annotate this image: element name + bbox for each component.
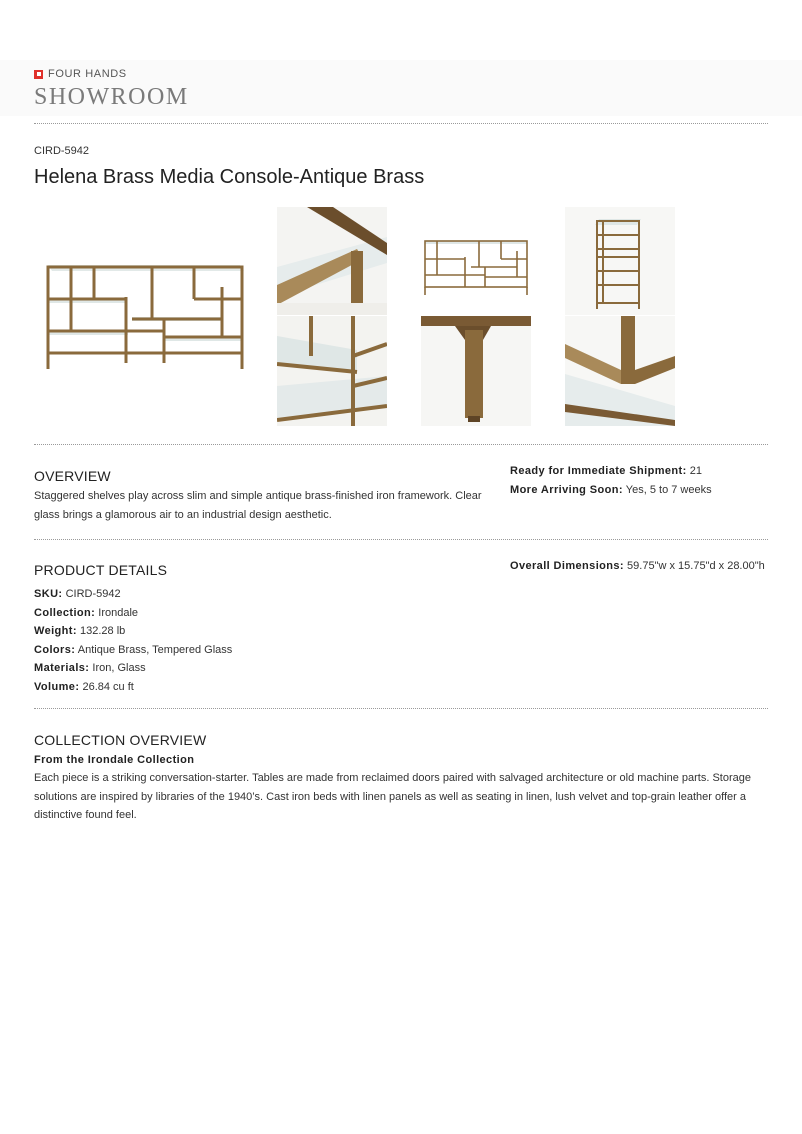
spec-label: Weight: [34,625,77,638]
spec-value: 26.84 cu ft [82,680,134,693]
product-image-frame-detail [565,316,675,426]
spec-value: Irondale [98,606,139,619]
product-image-side [565,207,675,315]
shipment-status [510,462,702,481]
overview-heading: OVERVIEW [34,468,111,484]
collection-overview-heading: COLLECTION OVERVIEW [34,732,207,748]
arriving-value: Yes, 5 to 7 weeks [625,484,712,496]
overview-text: Staggered shelves play across slim and simple antique brass-finished iron framework. Clear glass brings a glamorous air to an industrial design aesthetic. [34,490,482,521]
spec-row-volume [34,678,232,697]
product-image-front [421,207,531,315]
console-small-front-illustration [421,207,531,315]
spec-label: Volume: [34,680,80,693]
spec-value: Antique Brass, Tempered Glass [77,643,233,656]
spec-label: Collection: [34,606,96,619]
divider [34,123,768,124]
shelf-detail-illustration [277,316,387,426]
spec-value: Iron, Glass [92,662,146,675]
arriving-status [510,481,712,500]
product-image-shelf-detail [277,316,387,426]
divider [34,708,768,709]
product-image-leg-detail [421,316,531,426]
product-sku: CIRD-5942 [34,145,90,157]
spec-value: CIRD-5942 [65,588,121,600]
spec-row-colors [34,641,232,660]
arriving-label: More Arriving Soon: [510,484,623,496]
shipment-value: 21 [689,465,702,477]
product-title: Helena Brass Media Console-Antique Brass [34,166,425,188]
divider [34,539,768,540]
frame-corner-illustration [565,316,675,426]
spec-label: Colors: [34,643,76,656]
spec-row-materials [34,659,232,678]
collection-text: Each piece is a striking conversation-starter. Tables are made from reclaimed doors paired with salvaged architecture or old machine parts. Storage solutions are inspired by libraries of the 1940’s. Cast iron beds with linen panels as well as seating in linen, lush velvet and top-grain leather offer a distinctive found feel. [34,772,751,821]
corner-detail-illustration [277,207,387,315]
console-side-view-illustration [565,207,675,315]
console-front-view-illustration [34,207,254,427]
leg-detail-illustration [421,316,531,426]
spec-list [34,585,232,697]
spec-row-collection [34,604,232,623]
divider [34,444,768,445]
showroom-title: SHOWROOM [34,84,189,110]
product-image-main [34,207,254,427]
product-image-corner [277,207,387,315]
spec-row-sku [34,585,232,604]
spec-label: SKU: [34,588,63,600]
brand [34,68,127,80]
dimensions-label: Overall Dimensions: [510,560,624,572]
shipment-label: Ready for Immediate Shipment: [510,465,687,477]
collection-subheading: From the Irondale Collection [34,754,195,766]
four-hands-logo-icon [34,70,43,79]
spec-value: 132.28 lb [80,625,126,638]
spec-label: Materials: [34,662,90,675]
dimensions-value: 59.75"w x 15.75"d x 28.00"h [627,560,765,572]
brand-name: FOUR HANDS [48,68,127,80]
product-details-heading: PRODUCT DETAILS [34,562,168,578]
spec-row-weight [34,622,232,641]
overall-dimensions [510,557,765,576]
